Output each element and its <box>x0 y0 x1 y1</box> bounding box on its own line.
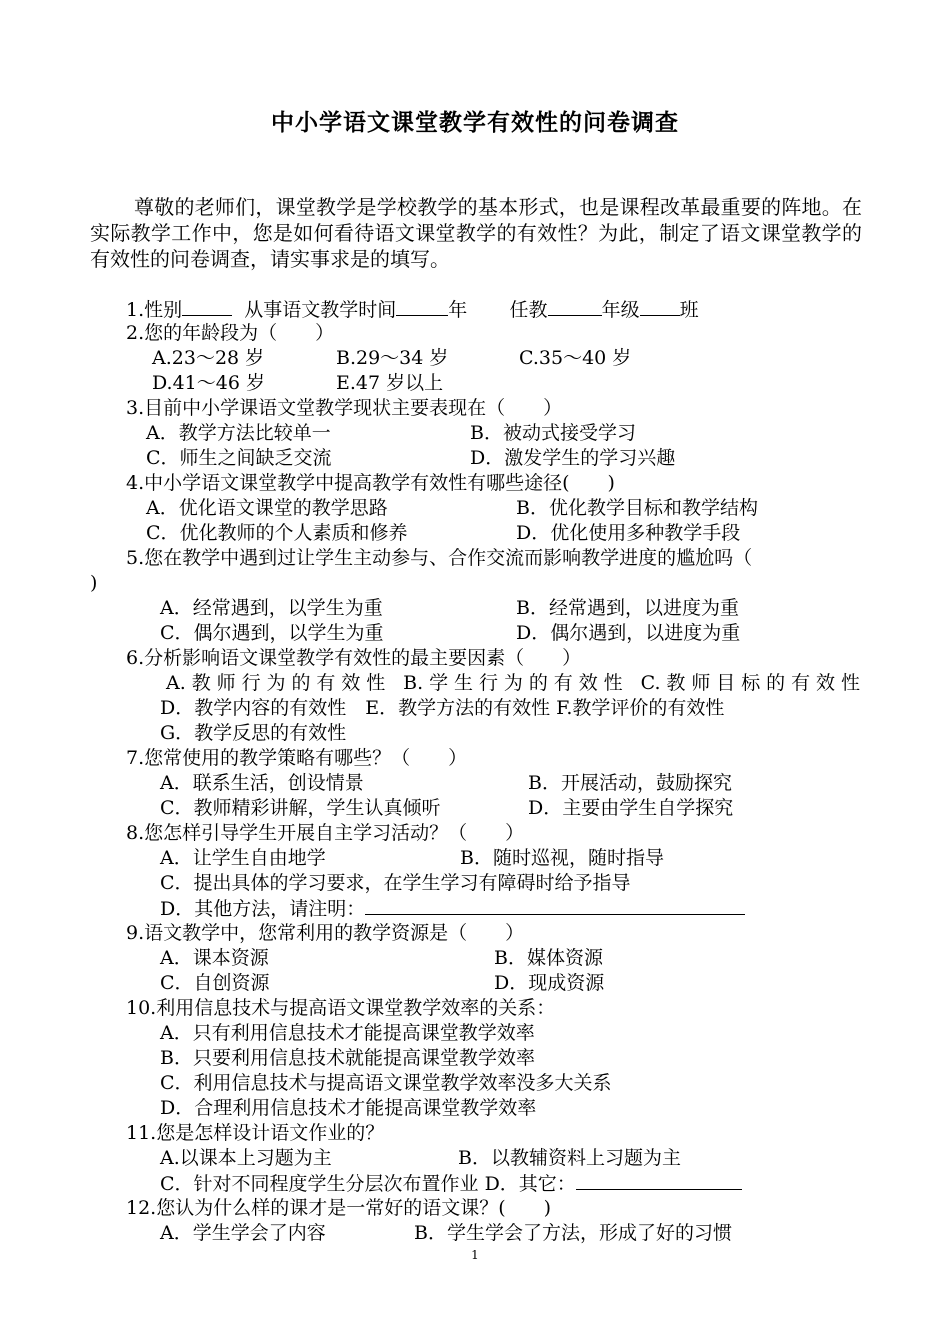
q8-option-c[interactable]: C．提出具体的学习要求，在学生学习有障碍时给予指导 <box>160 872 631 894</box>
q11-option-b[interactable]: B．以教辅资料上习题为主 <box>458 1147 681 1169</box>
question-8: 8.您怎样引导学生开展自主学习活动？（ ） <box>126 822 525 844</box>
q11-option-cd-label: C．针对不同程度学生分层次布置作业 D．其它： <box>160 1173 576 1195</box>
q1-year-unit: 年 <box>448 299 468 321</box>
q2-option-e[interactable]: E.47 岁以上 <box>336 372 444 394</box>
question-3: 3.目前中小学课语文堂教学现状主要表现在（ ） <box>126 397 563 419</box>
q7-option-b[interactable]: B．开展活动，鼓励探究 <box>528 772 732 794</box>
q6-options-def[interactable]: D．教学内容的有效性 E．教学方法的有效性 F.教学评价的有效性 <box>160 697 725 719</box>
q2-option-a[interactable]: A.23～28 岁 <box>152 347 265 369</box>
q12-option-a[interactable]: A．学生学会了内容 <box>160 1222 326 1244</box>
question-11: 11.您是怎样设计语文作业的？ <box>126 1122 385 1144</box>
q1-gender-blank[interactable] <box>182 297 232 316</box>
question-5: 5.您在教学中遇到过让学生主动参与、合作交流而影响教学进度的尴尬吗（ <box>126 547 753 569</box>
question-7: 7.您常使用的教学策略有哪些？（ ） <box>126 747 468 769</box>
q7-option-a[interactable]: A．联系生活，创设情景 <box>160 772 364 794</box>
q8-option-d[interactable] <box>160 896 745 921</box>
q3-option-a[interactable]: A．教学方法比较单一 <box>146 422 331 444</box>
q4-option-d[interactable]: D．优化使用多种教学手段 <box>516 522 741 544</box>
q3-option-b[interactable]: B．被动式接受学习 <box>470 422 636 444</box>
question-4: 4.中小学语文课堂教学中提高教学有效性有哪些途径( ) <box>126 472 615 494</box>
page-number: 1 <box>471 1248 479 1262</box>
q10-option-d[interactable]: D．合理利用信息技术才能提高课堂教学效率 <box>160 1097 537 1119</box>
q8-option-a[interactable]: A．让学生自由地学 <box>160 847 326 869</box>
q5-option-d[interactable]: D．偶尔遇到，以进度为重 <box>516 622 741 644</box>
q1-class-unit: 班 <box>679 299 699 321</box>
q1-teach-label: 任教 <box>509 299 548 321</box>
q7-option-c[interactable]: C．教师精彩讲解，学生认真倾听 <box>160 797 441 819</box>
q12-option-b[interactable]: B．学生学会了方法，形成了好的习惯 <box>414 1222 732 1244</box>
question-6: 6.分析影响语文课堂教学有效性的最主要因素（ ） <box>126 647 582 669</box>
q8-option-b[interactable]: B．随时巡视，随时指导 <box>460 847 664 869</box>
q3-option-c[interactable]: C．师生之间缺乏交流 <box>146 447 332 469</box>
q4-option-c[interactable]: C．优化教师的个人素质和修养 <box>146 522 408 544</box>
q10-option-a[interactable]: A．只有利用信息技术才能提高课堂教学效率 <box>160 1022 535 1044</box>
q7-option-d[interactable]: D．主要由学生自学探究 <box>528 797 734 819</box>
q1-years-label: 从事语文教学时间 <box>244 299 397 321</box>
q2-option-c[interactable]: C.35～40 岁 <box>519 347 632 369</box>
question-5-continued: ) <box>90 572 98 594</box>
q8-other-blank[interactable] <box>365 896 745 915</box>
q5-option-b[interactable]: B．经常遇到，以进度为重 <box>516 597 739 619</box>
question-1 <box>126 297 699 322</box>
q9-option-a[interactable]: A．课本资源 <box>160 947 269 969</box>
q10-option-b[interactable]: B．只要利用信息技术就能提高课堂教学效率 <box>160 1047 535 1069</box>
q2-option-d[interactable]: D.41～46 岁 <box>152 372 265 394</box>
q11-option-cd[interactable] <box>160 1171 742 1196</box>
q1-gender-label: 1.性别 <box>126 299 183 321</box>
q9-option-c[interactable]: C．自创资源 <box>160 972 270 994</box>
q11-option-a[interactable]: A.以课本上习题为主 <box>160 1147 332 1169</box>
q6-options-abc[interactable]: A.教师行为的有效性 B.学生行为的有效性 C.教师目标的有效性 <box>166 672 860 694</box>
q4-option-a[interactable]: A．优化语文课堂的教学思路 <box>146 497 388 519</box>
q1-years-blank[interactable] <box>396 297 448 316</box>
q5-option-a[interactable]: A．经常遇到，以学生为重 <box>160 597 383 619</box>
q6-option-g[interactable]: G．教学反思的有效性 <box>160 722 347 744</box>
q1-grade-blank[interactable] <box>548 297 602 316</box>
intro-paragraph: 尊敬的老师们，课堂教学是学校教学的基本形式，也是课程改革最重要的阵地。在实际教学工作中，您是如何看待语文课堂教学的有效性？为此，制定了语文课堂教学的有效性的问卷调查，请实事求是的填写。 <box>90 195 862 271</box>
question-9: 9.语文教学中，您常利用的教学资源是（ ） <box>126 922 525 944</box>
q1-grade-unit: 年级 <box>601 299 640 321</box>
q1-class-blank[interactable] <box>640 297 680 316</box>
q2-option-b[interactable]: B.29～34 岁 <box>336 347 449 369</box>
q10-option-c[interactable]: C．利用信息技术与提高语文课堂教学效率没多大关系 <box>160 1072 612 1094</box>
question-2: 2.您的年龄段为（ ） <box>126 322 335 344</box>
q11-other-blank[interactable] <box>576 1171 742 1190</box>
q4-option-b[interactable]: B．优化教学目标和教学结构 <box>516 497 758 519</box>
q9-option-b[interactable]: B．媒体资源 <box>494 947 603 969</box>
question-10: 10.利用信息技术与提高语文课堂教学效率的关系： <box>126 997 556 1019</box>
page-title: 中小学语文课堂教学有效性的问卷调查 <box>271 109 679 136</box>
q9-option-d[interactable]: D．现成资源 <box>494 972 605 994</box>
question-12: 12.您认为什么样的课才是一常好的语文课？( ) <box>126 1197 552 1219</box>
q5-option-c[interactable]: C．偶尔遇到，以学生为重 <box>160 622 384 644</box>
q3-option-d[interactable]: D．激发学生的学习兴趣 <box>470 447 676 469</box>
q8-option-d-label: D．其他方法，请注明： <box>160 898 366 920</box>
